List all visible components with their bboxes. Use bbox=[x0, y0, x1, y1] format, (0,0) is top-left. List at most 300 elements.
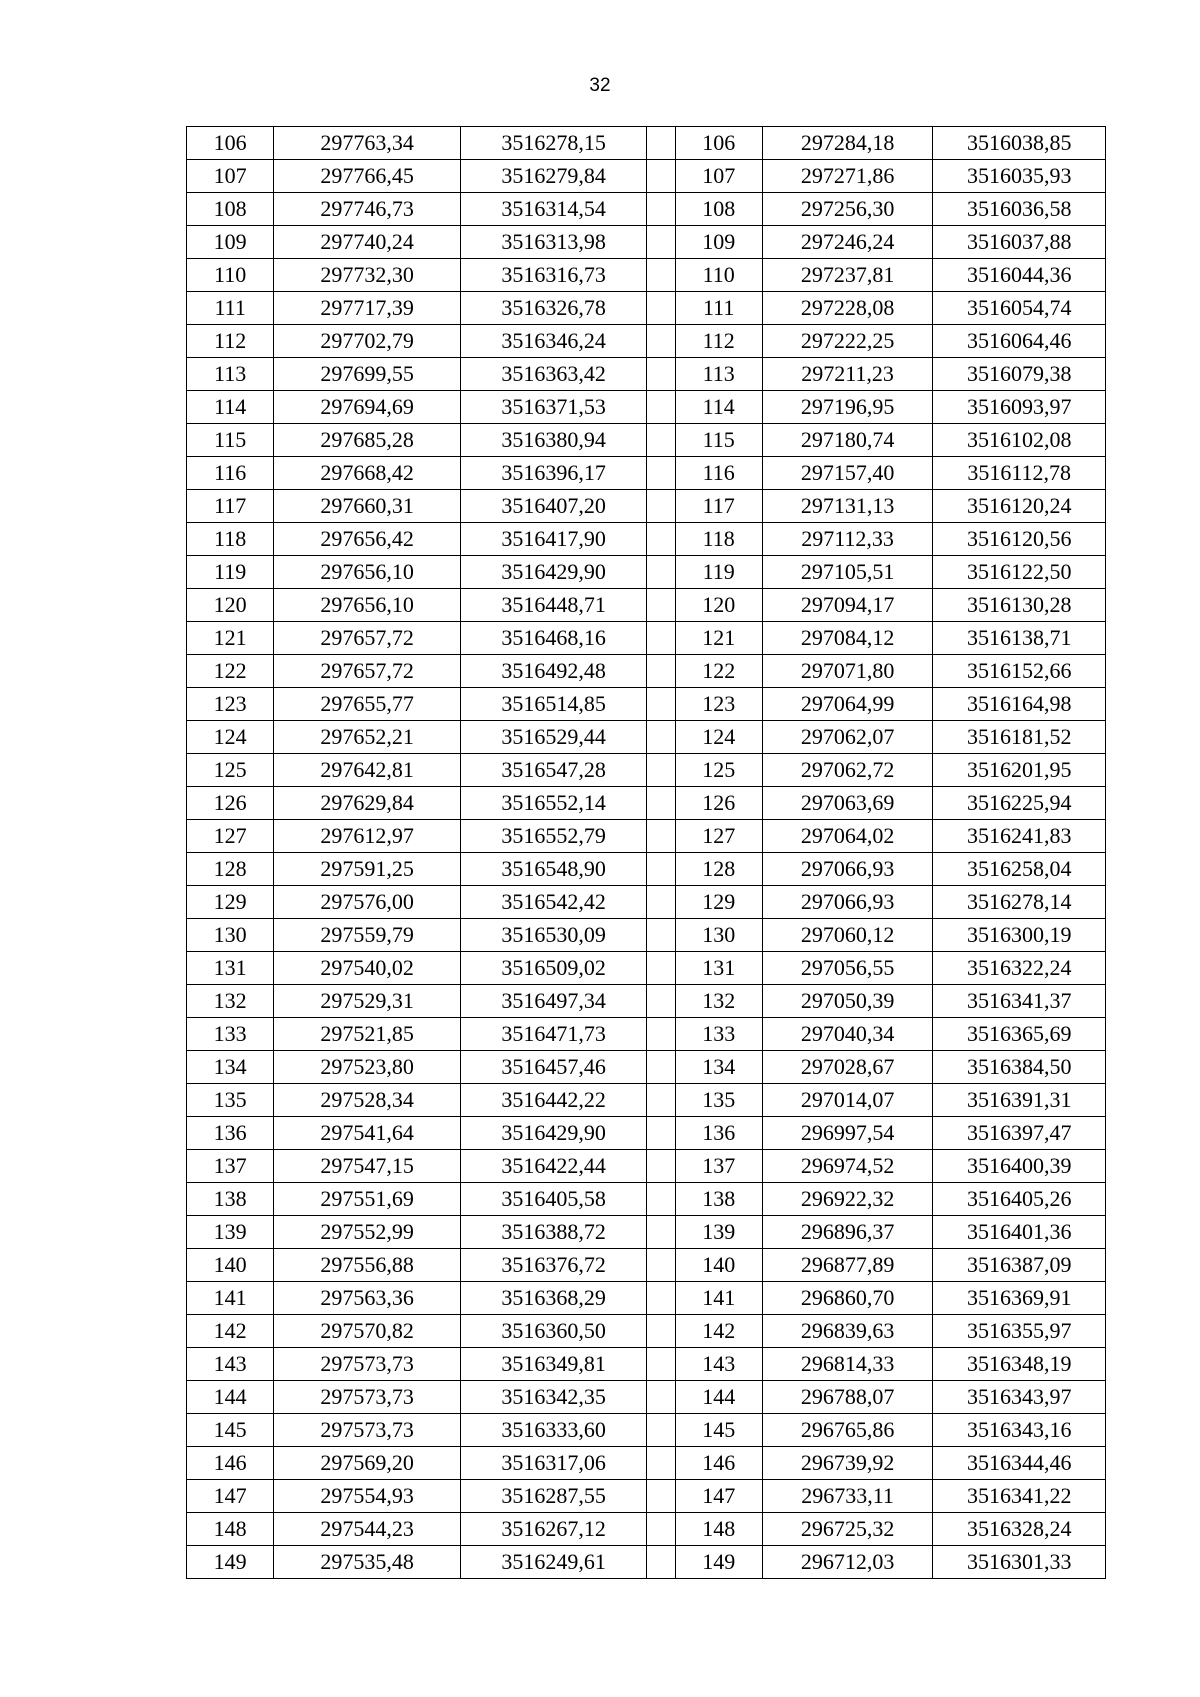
right-y-coordinate-cell: 3516387,09 bbox=[933, 1249, 1106, 1282]
left-x-coordinate-cell: 297535,48 bbox=[274, 1546, 461, 1579]
left-y-coordinate-cell: 3516317,06 bbox=[460, 1447, 647, 1480]
gap-cell bbox=[647, 127, 675, 160]
left-y-coordinate-cell: 3516363,42 bbox=[460, 358, 647, 391]
table-row bbox=[187, 160, 1106, 193]
right-x-coordinate-cell: 296896,37 bbox=[762, 1216, 933, 1249]
table-row bbox=[187, 589, 1106, 622]
left-y-coordinate-cell: 3516313,98 bbox=[460, 226, 647, 259]
left-point-number-cell: 119 bbox=[187, 556, 274, 589]
gap-cell bbox=[647, 556, 675, 589]
right-y-coordinate-cell: 3516258,04 bbox=[933, 853, 1106, 886]
right-point-number-cell: 109 bbox=[675, 226, 762, 259]
left-point-number-cell: 140 bbox=[187, 1249, 274, 1282]
right-x-coordinate-cell: 297040,34 bbox=[762, 1018, 933, 1051]
left-y-coordinate-cell: 3516314,54 bbox=[460, 193, 647, 226]
table-row bbox=[187, 655, 1106, 688]
right-y-coordinate-cell: 3516322,24 bbox=[933, 952, 1106, 985]
left-x-coordinate-cell: 297528,34 bbox=[274, 1084, 461, 1117]
left-x-coordinate-cell: 297668,42 bbox=[274, 457, 461, 490]
right-y-coordinate-cell: 3516164,98 bbox=[933, 688, 1106, 721]
right-y-coordinate-cell: 3516344,46 bbox=[933, 1447, 1106, 1480]
right-y-coordinate-cell: 3516343,97 bbox=[933, 1381, 1106, 1414]
right-x-coordinate-cell: 297062,07 bbox=[762, 721, 933, 754]
right-x-coordinate-cell: 297237,81 bbox=[762, 259, 933, 292]
gap-cell bbox=[647, 226, 675, 259]
left-y-coordinate-cell: 3516407,20 bbox=[460, 490, 647, 523]
left-x-coordinate-cell: 297699,55 bbox=[274, 358, 461, 391]
left-y-coordinate-cell: 3516360,50 bbox=[460, 1315, 647, 1348]
left-point-number-cell: 109 bbox=[187, 226, 274, 259]
right-point-number-cell: 115 bbox=[675, 424, 762, 457]
gap-cell bbox=[647, 787, 675, 820]
table-row bbox=[187, 1315, 1106, 1348]
left-point-number-cell: 135 bbox=[187, 1084, 274, 1117]
table-row bbox=[187, 1414, 1106, 1447]
right-point-number-cell: 133 bbox=[675, 1018, 762, 1051]
gap-cell bbox=[647, 1381, 675, 1414]
left-x-coordinate-cell: 297657,72 bbox=[274, 622, 461, 655]
table-row bbox=[187, 1183, 1106, 1216]
left-y-coordinate-cell: 3516442,22 bbox=[460, 1084, 647, 1117]
left-y-coordinate-cell: 3516388,72 bbox=[460, 1216, 647, 1249]
right-x-coordinate-cell: 297050,39 bbox=[762, 985, 933, 1018]
left-y-coordinate-cell: 3516287,55 bbox=[460, 1480, 647, 1513]
right-x-coordinate-cell: 296839,63 bbox=[762, 1315, 933, 1348]
right-y-coordinate-cell: 3516201,95 bbox=[933, 754, 1106, 787]
left-point-number-cell: 111 bbox=[187, 292, 274, 325]
table-row bbox=[187, 919, 1106, 952]
left-x-coordinate-cell: 297732,30 bbox=[274, 259, 461, 292]
left-y-coordinate-cell: 3516530,09 bbox=[460, 919, 647, 952]
left-x-coordinate-cell: 297629,84 bbox=[274, 787, 461, 820]
right-y-coordinate-cell: 3516278,14 bbox=[933, 886, 1106, 919]
left-point-number-cell: 116 bbox=[187, 457, 274, 490]
left-point-number-cell: 129 bbox=[187, 886, 274, 919]
left-point-number-cell: 148 bbox=[187, 1513, 274, 1546]
left-y-coordinate-cell: 3516547,28 bbox=[460, 754, 647, 787]
left-y-coordinate-cell: 3516326,78 bbox=[460, 292, 647, 325]
coordinates-table bbox=[186, 126, 1106, 1579]
right-x-coordinate-cell: 297131,13 bbox=[762, 490, 933, 523]
left-point-number-cell: 147 bbox=[187, 1480, 274, 1513]
right-y-coordinate-cell: 3516038,85 bbox=[933, 127, 1106, 160]
right-x-coordinate-cell: 296922,32 bbox=[762, 1183, 933, 1216]
coordinates-table-body bbox=[187, 127, 1106, 1579]
gap-cell bbox=[647, 457, 675, 490]
table-row bbox=[187, 985, 1106, 1018]
gap-cell bbox=[647, 160, 675, 193]
table-row bbox=[187, 1216, 1106, 1249]
gap-cell bbox=[647, 589, 675, 622]
table-row bbox=[187, 853, 1106, 886]
page-number: 32 bbox=[589, 75, 611, 96]
gap-cell bbox=[647, 622, 675, 655]
right-point-number-cell: 117 bbox=[675, 490, 762, 523]
right-y-coordinate-cell: 3516401,36 bbox=[933, 1216, 1106, 1249]
right-y-coordinate-cell: 3516225,94 bbox=[933, 787, 1106, 820]
right-x-coordinate-cell: 297063,69 bbox=[762, 787, 933, 820]
right-y-coordinate-cell: 3516341,37 bbox=[933, 985, 1106, 1018]
left-point-number-cell: 123 bbox=[187, 688, 274, 721]
left-x-coordinate-cell: 297694,69 bbox=[274, 391, 461, 424]
gap-cell bbox=[647, 820, 675, 853]
right-x-coordinate-cell: 296814,33 bbox=[762, 1348, 933, 1381]
left-y-coordinate-cell: 3516346,24 bbox=[460, 325, 647, 358]
table-row bbox=[187, 787, 1106, 820]
right-point-number-cell: 135 bbox=[675, 1084, 762, 1117]
right-y-coordinate-cell: 3516348,19 bbox=[933, 1348, 1106, 1381]
left-x-coordinate-cell: 297717,39 bbox=[274, 292, 461, 325]
right-x-coordinate-cell: 297180,74 bbox=[762, 424, 933, 457]
gap-cell bbox=[647, 1216, 675, 1249]
left-point-number-cell: 139 bbox=[187, 1216, 274, 1249]
table-row bbox=[187, 1018, 1106, 1051]
right-point-number-cell: 134 bbox=[675, 1051, 762, 1084]
right-y-coordinate-cell: 3516181,52 bbox=[933, 721, 1106, 754]
left-x-coordinate-cell: 297554,93 bbox=[274, 1480, 461, 1513]
left-y-coordinate-cell: 3516342,35 bbox=[460, 1381, 647, 1414]
table-row bbox=[187, 1282, 1106, 1315]
table-row bbox=[187, 1150, 1106, 1183]
right-y-coordinate-cell: 3516102,08 bbox=[933, 424, 1106, 457]
left-y-coordinate-cell: 3516457,46 bbox=[460, 1051, 647, 1084]
left-point-number-cell: 136 bbox=[187, 1117, 274, 1150]
right-x-coordinate-cell: 297112,33 bbox=[762, 523, 933, 556]
left-y-coordinate-cell: 3516278,15 bbox=[460, 127, 647, 160]
right-y-coordinate-cell: 3516391,31 bbox=[933, 1084, 1106, 1117]
right-y-coordinate-cell: 3516037,88 bbox=[933, 226, 1106, 259]
right-point-number-cell: 123 bbox=[675, 688, 762, 721]
left-point-number-cell: 122 bbox=[187, 655, 274, 688]
left-y-coordinate-cell: 3516509,02 bbox=[460, 952, 647, 985]
left-point-number-cell: 131 bbox=[187, 952, 274, 985]
table-row bbox=[187, 1381, 1106, 1414]
right-y-coordinate-cell: 3516093,97 bbox=[933, 391, 1106, 424]
gap-cell bbox=[647, 952, 675, 985]
gap-cell bbox=[647, 1150, 675, 1183]
table-row bbox=[187, 556, 1106, 589]
right-y-coordinate-cell: 3516369,91 bbox=[933, 1282, 1106, 1315]
left-x-coordinate-cell: 297559,79 bbox=[274, 919, 461, 952]
left-y-coordinate-cell: 3516422,44 bbox=[460, 1150, 647, 1183]
right-x-coordinate-cell: 297056,55 bbox=[762, 952, 933, 985]
left-x-coordinate-cell: 297523,80 bbox=[274, 1051, 461, 1084]
left-point-number-cell: 121 bbox=[187, 622, 274, 655]
left-point-number-cell: 149 bbox=[187, 1546, 274, 1579]
right-y-coordinate-cell: 3516328,24 bbox=[933, 1513, 1106, 1546]
gap-cell bbox=[647, 1018, 675, 1051]
right-x-coordinate-cell: 297094,17 bbox=[762, 589, 933, 622]
right-point-number-cell: 107 bbox=[675, 160, 762, 193]
left-x-coordinate-cell: 297656,10 bbox=[274, 589, 461, 622]
table-row bbox=[187, 358, 1106, 391]
gap-cell bbox=[647, 655, 675, 688]
left-y-coordinate-cell: 3516514,85 bbox=[460, 688, 647, 721]
right-x-coordinate-cell: 296765,86 bbox=[762, 1414, 933, 1447]
left-x-coordinate-cell: 297547,15 bbox=[274, 1150, 461, 1183]
gap-cell bbox=[647, 1348, 675, 1381]
table-row bbox=[187, 259, 1106, 292]
gap-cell bbox=[647, 1183, 675, 1216]
table-row bbox=[187, 193, 1106, 226]
right-y-coordinate-cell: 3516138,71 bbox=[933, 622, 1106, 655]
gap-cell bbox=[647, 919, 675, 952]
gap-cell bbox=[647, 853, 675, 886]
left-x-coordinate-cell: 297652,21 bbox=[274, 721, 461, 754]
right-x-coordinate-cell: 297284,18 bbox=[762, 127, 933, 160]
right-point-number-cell: 143 bbox=[675, 1348, 762, 1381]
left-point-number-cell: 115 bbox=[187, 424, 274, 457]
left-point-number-cell: 124 bbox=[187, 721, 274, 754]
table-row bbox=[187, 391, 1106, 424]
left-point-number-cell: 108 bbox=[187, 193, 274, 226]
table-row bbox=[187, 523, 1106, 556]
right-point-number-cell: 113 bbox=[675, 358, 762, 391]
left-point-number-cell: 137 bbox=[187, 1150, 274, 1183]
left-x-coordinate-cell: 297740,24 bbox=[274, 226, 461, 259]
right-x-coordinate-cell: 297271,86 bbox=[762, 160, 933, 193]
gap-cell bbox=[647, 1447, 675, 1480]
right-point-number-cell: 141 bbox=[675, 1282, 762, 1315]
table-row bbox=[187, 754, 1106, 787]
left-y-coordinate-cell: 3516368,29 bbox=[460, 1282, 647, 1315]
right-point-number-cell: 119 bbox=[675, 556, 762, 589]
left-y-coordinate-cell: 3516497,34 bbox=[460, 985, 647, 1018]
right-point-number-cell: 127 bbox=[675, 820, 762, 853]
gap-cell bbox=[647, 292, 675, 325]
left-x-coordinate-cell: 297573,73 bbox=[274, 1414, 461, 1447]
left-x-coordinate-cell: 297657,72 bbox=[274, 655, 461, 688]
gap-cell bbox=[647, 1051, 675, 1084]
left-y-coordinate-cell: 3516417,90 bbox=[460, 523, 647, 556]
left-point-number-cell: 118 bbox=[187, 523, 274, 556]
left-point-number-cell: 107 bbox=[187, 160, 274, 193]
right-x-coordinate-cell: 296739,92 bbox=[762, 1447, 933, 1480]
left-point-number-cell: 130 bbox=[187, 919, 274, 952]
left-y-coordinate-cell: 3516448,71 bbox=[460, 589, 647, 622]
right-x-coordinate-cell: 297028,67 bbox=[762, 1051, 933, 1084]
left-y-coordinate-cell: 3516349,81 bbox=[460, 1348, 647, 1381]
right-x-coordinate-cell: 296725,32 bbox=[762, 1513, 933, 1546]
table-row bbox=[187, 292, 1106, 325]
right-point-number-cell: 142 bbox=[675, 1315, 762, 1348]
gap-cell bbox=[647, 358, 675, 391]
right-x-coordinate-cell: 296788,07 bbox=[762, 1381, 933, 1414]
gap-cell bbox=[647, 325, 675, 358]
left-x-coordinate-cell: 297521,85 bbox=[274, 1018, 461, 1051]
right-y-coordinate-cell: 3516241,83 bbox=[933, 820, 1106, 853]
left-point-number-cell: 117 bbox=[187, 490, 274, 523]
table-row bbox=[187, 457, 1106, 490]
gap-cell bbox=[647, 886, 675, 919]
right-x-coordinate-cell: 297105,51 bbox=[762, 556, 933, 589]
right-x-coordinate-cell: 297084,12 bbox=[762, 622, 933, 655]
right-point-number-cell: 106 bbox=[675, 127, 762, 160]
right-point-number-cell: 116 bbox=[675, 457, 762, 490]
table-row bbox=[187, 1513, 1106, 1546]
left-x-coordinate-cell: 297591,25 bbox=[274, 853, 461, 886]
right-x-coordinate-cell: 296712,03 bbox=[762, 1546, 933, 1579]
table-row bbox=[187, 127, 1106, 160]
right-point-number-cell: 108 bbox=[675, 193, 762, 226]
gap-cell bbox=[647, 424, 675, 457]
left-point-number-cell: 143 bbox=[187, 1348, 274, 1381]
right-x-coordinate-cell: 297222,25 bbox=[762, 325, 933, 358]
left-point-number-cell: 128 bbox=[187, 853, 274, 886]
left-x-coordinate-cell: 297685,28 bbox=[274, 424, 461, 457]
left-x-coordinate-cell: 297656,10 bbox=[274, 556, 461, 589]
left-y-coordinate-cell: 3516468,16 bbox=[460, 622, 647, 655]
left-x-coordinate-cell: 297656,42 bbox=[274, 523, 461, 556]
right-y-coordinate-cell: 3516036,58 bbox=[933, 193, 1106, 226]
left-y-coordinate-cell: 3516316,73 bbox=[460, 259, 647, 292]
right-point-number-cell: 110 bbox=[675, 259, 762, 292]
right-y-coordinate-cell: 3516301,33 bbox=[933, 1546, 1106, 1579]
right-point-number-cell: 129 bbox=[675, 886, 762, 919]
table-row bbox=[187, 1348, 1106, 1381]
right-y-coordinate-cell: 3516064,46 bbox=[933, 325, 1106, 358]
right-point-number-cell: 139 bbox=[675, 1216, 762, 1249]
left-x-coordinate-cell: 297766,45 bbox=[274, 160, 461, 193]
left-y-coordinate-cell: 3516552,79 bbox=[460, 820, 647, 853]
right-y-coordinate-cell: 3516120,56 bbox=[933, 523, 1106, 556]
right-point-number-cell: 124 bbox=[675, 721, 762, 754]
left-point-number-cell: 134 bbox=[187, 1051, 274, 1084]
right-point-number-cell: 136 bbox=[675, 1117, 762, 1150]
right-point-number-cell: 145 bbox=[675, 1414, 762, 1447]
right-y-coordinate-cell: 3516384,50 bbox=[933, 1051, 1106, 1084]
right-x-coordinate-cell: 296733,11 bbox=[762, 1480, 933, 1513]
left-point-number-cell: 146 bbox=[187, 1447, 274, 1480]
right-y-coordinate-cell: 3516397,47 bbox=[933, 1117, 1106, 1150]
right-point-number-cell: 112 bbox=[675, 325, 762, 358]
table-row bbox=[187, 490, 1106, 523]
left-y-coordinate-cell: 3516333,60 bbox=[460, 1414, 647, 1447]
right-x-coordinate-cell: 297062,72 bbox=[762, 754, 933, 787]
table-row bbox=[187, 1084, 1106, 1117]
left-point-number-cell: 114 bbox=[187, 391, 274, 424]
right-point-number-cell: 121 bbox=[675, 622, 762, 655]
left-x-coordinate-cell: 297570,82 bbox=[274, 1315, 461, 1348]
table-row bbox=[187, 952, 1106, 985]
right-point-number-cell: 122 bbox=[675, 655, 762, 688]
left-x-coordinate-cell: 297541,64 bbox=[274, 1117, 461, 1150]
left-x-coordinate-cell: 297556,88 bbox=[274, 1249, 461, 1282]
left-point-number-cell: 113 bbox=[187, 358, 274, 391]
left-y-coordinate-cell: 3516492,48 bbox=[460, 655, 647, 688]
right-x-coordinate-cell: 297157,40 bbox=[762, 457, 933, 490]
left-y-coordinate-cell: 3516429,90 bbox=[460, 1117, 647, 1150]
right-x-coordinate-cell: 297246,24 bbox=[762, 226, 933, 259]
gap-cell bbox=[647, 1513, 675, 1546]
right-x-coordinate-cell: 297014,07 bbox=[762, 1084, 933, 1117]
left-point-number-cell: 112 bbox=[187, 325, 274, 358]
gap-cell bbox=[647, 523, 675, 556]
right-y-coordinate-cell: 3516120,24 bbox=[933, 490, 1106, 523]
right-point-number-cell: 126 bbox=[675, 787, 762, 820]
right-point-number-cell: 149 bbox=[675, 1546, 762, 1579]
gap-cell bbox=[647, 1282, 675, 1315]
right-y-coordinate-cell: 3516122,50 bbox=[933, 556, 1106, 589]
left-x-coordinate-cell: 297551,69 bbox=[274, 1183, 461, 1216]
table-row bbox=[187, 424, 1106, 457]
left-y-coordinate-cell: 3516249,61 bbox=[460, 1546, 647, 1579]
right-y-coordinate-cell: 3516079,38 bbox=[933, 358, 1106, 391]
table-row bbox=[187, 886, 1106, 919]
left-x-coordinate-cell: 297763,34 bbox=[274, 127, 461, 160]
left-y-coordinate-cell: 3516371,53 bbox=[460, 391, 647, 424]
gap-cell bbox=[647, 1117, 675, 1150]
left-x-coordinate-cell: 297529,31 bbox=[274, 985, 461, 1018]
right-x-coordinate-cell: 297228,08 bbox=[762, 292, 933, 325]
right-x-coordinate-cell: 297256,30 bbox=[762, 193, 933, 226]
right-y-coordinate-cell: 3516152,66 bbox=[933, 655, 1106, 688]
left-point-number-cell: 106 bbox=[187, 127, 274, 160]
left-x-coordinate-cell: 297642,81 bbox=[274, 754, 461, 787]
right-x-coordinate-cell: 297060,12 bbox=[762, 919, 933, 952]
right-x-coordinate-cell: 296877,89 bbox=[762, 1249, 933, 1282]
right-y-coordinate-cell: 3516341,22 bbox=[933, 1480, 1106, 1513]
right-y-coordinate-cell: 3516343,16 bbox=[933, 1414, 1106, 1447]
right-x-coordinate-cell: 297071,80 bbox=[762, 655, 933, 688]
table-row bbox=[187, 1117, 1106, 1150]
table-row bbox=[187, 688, 1106, 721]
left-point-number-cell: 127 bbox=[187, 820, 274, 853]
table-row bbox=[187, 1480, 1106, 1513]
left-point-number-cell: 138 bbox=[187, 1183, 274, 1216]
gap-cell bbox=[647, 1315, 675, 1348]
right-point-number-cell: 144 bbox=[675, 1381, 762, 1414]
right-y-coordinate-cell: 3516365,69 bbox=[933, 1018, 1106, 1051]
right-y-coordinate-cell: 3516054,74 bbox=[933, 292, 1106, 325]
left-point-number-cell: 125 bbox=[187, 754, 274, 787]
right-x-coordinate-cell: 296974,52 bbox=[762, 1150, 933, 1183]
right-point-number-cell: 120 bbox=[675, 589, 762, 622]
right-x-coordinate-cell: 297196,95 bbox=[762, 391, 933, 424]
left-point-number-cell: 141 bbox=[187, 1282, 274, 1315]
right-point-number-cell: 118 bbox=[675, 523, 762, 556]
right-x-coordinate-cell: 297211,23 bbox=[762, 358, 933, 391]
left-y-coordinate-cell: 3516552,14 bbox=[460, 787, 647, 820]
left-y-coordinate-cell: 3516405,58 bbox=[460, 1183, 647, 1216]
right-point-number-cell: 125 bbox=[675, 754, 762, 787]
right-point-number-cell: 132 bbox=[675, 985, 762, 1018]
left-x-coordinate-cell: 297702,79 bbox=[274, 325, 461, 358]
left-y-coordinate-cell: 3516376,72 bbox=[460, 1249, 647, 1282]
gap-cell bbox=[647, 259, 675, 292]
left-y-coordinate-cell: 3516529,44 bbox=[460, 721, 647, 754]
left-x-coordinate-cell: 297573,73 bbox=[274, 1348, 461, 1381]
left-point-number-cell: 145 bbox=[187, 1414, 274, 1447]
left-x-coordinate-cell: 297655,77 bbox=[274, 688, 461, 721]
left-point-number-cell: 144 bbox=[187, 1381, 274, 1414]
right-x-coordinate-cell: 297064,99 bbox=[762, 688, 933, 721]
right-y-coordinate-cell: 3516300,19 bbox=[933, 919, 1106, 952]
left-x-coordinate-cell: 297552,99 bbox=[274, 1216, 461, 1249]
right-y-coordinate-cell: 3516130,28 bbox=[933, 589, 1106, 622]
right-point-number-cell: 114 bbox=[675, 391, 762, 424]
left-point-number-cell: 110 bbox=[187, 259, 274, 292]
right-point-number-cell: 111 bbox=[675, 292, 762, 325]
left-x-coordinate-cell: 297612,97 bbox=[274, 820, 461, 853]
right-x-coordinate-cell: 297064,02 bbox=[762, 820, 933, 853]
right-point-number-cell: 140 bbox=[675, 1249, 762, 1282]
right-point-number-cell: 131 bbox=[675, 952, 762, 985]
table-row bbox=[187, 325, 1106, 358]
right-y-coordinate-cell: 3516400,39 bbox=[933, 1150, 1106, 1183]
gap-cell bbox=[647, 1414, 675, 1447]
right-x-coordinate-cell: 296997,54 bbox=[762, 1117, 933, 1150]
